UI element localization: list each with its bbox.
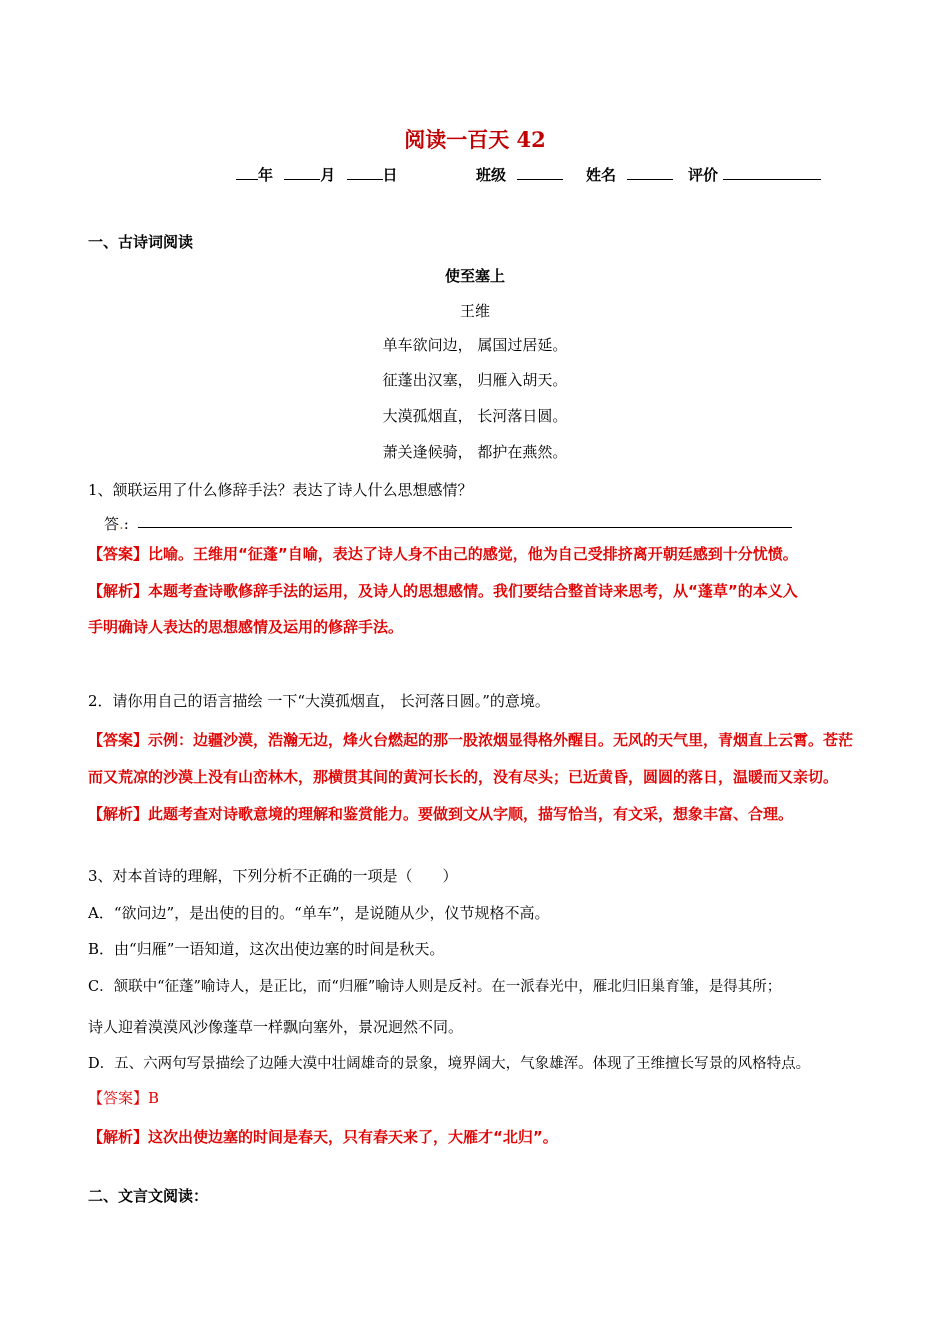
question-1: 1、颔联运用了什么修辞手法？表达了诗人什么思想感情？	[88, 481, 473, 499]
poem-line: 征蓬出汉塞， 归雁入胡天。	[382, 371, 568, 389]
day-label: 日	[382, 166, 398, 184]
poem-title: 使至塞上	[444, 267, 505, 285]
q2-answer-cont: 而又荒凉的沙漠上没有山峦林木，那横贯其间的黄河长长的，没有尽头；已近黄昏，圆圆的落日，温暖而又亲切。	[88, 768, 839, 786]
q3-analysis: 【解析】这次出使边塞的时间是春天，只有春天来了，大雁才“北归”。	[88, 1128, 558, 1146]
poem-line: 单车欲问边， 属国过居延。	[382, 336, 568, 354]
option-b: B．由“归雁”一语知道，这次出使边塞的时间是秋天。	[88, 940, 445, 958]
date-line	[236, 164, 398, 185]
name-label: 姓名	[586, 166, 617, 184]
name-field	[586, 164, 673, 185]
q1-analysis-cont: 手明确诗人表达的思想感情及运用的修辞手法。	[88, 618, 404, 636]
class-blank[interactable]	[517, 165, 563, 180]
answer-blank-line[interactable]	[138, 527, 792, 528]
rating-blank[interactable]	[723, 165, 821, 180]
month-blank[interactable]	[284, 165, 320, 180]
year-blank[interactable]	[236, 165, 258, 180]
day-blank[interactable]	[347, 165, 383, 180]
poem-author: 王维	[459, 302, 490, 320]
class-label: 班级	[476, 166, 507, 184]
q2-answer: 【答案】示例：边疆沙漠，浩瀚无边，烽火台燃起的那一股浓烟显得格外醒目。无风的天气里，青烟直上云霄。苍茫	[88, 731, 854, 749]
month-label: 月	[320, 166, 336, 184]
q2-analysis: 【解析】此题考查对诗歌意境的理解和鉴赏能力。要做到文从字顺，描写恰当，有文采，想象丰富、合理。	[88, 805, 794, 823]
poem-line: 萧关逢候骑， 都护在燕然。	[382, 443, 568, 461]
rating-label: 评价	[688, 166, 719, 184]
class-field	[476, 164, 563, 185]
poem-line: 大漠孤烟直， 长河落日圆。	[382, 407, 568, 425]
option-c-cont: 诗人迎着漠漠风沙像蓬草一样飘向塞外，景况迥然不同。	[88, 1018, 464, 1036]
option-a: A．“欲问边”，是出使的目的。“单车”，是说随从少，仪节规格不高。	[88, 904, 550, 922]
option-d: D．五、六两句写景描绘了边陲大漠中壮阔雄奇的景象，境界阔大，气象雄浑。体现了王维擅长写景的风格特点。	[88, 1056, 811, 1072]
rating-field	[688, 164, 821, 185]
q1-answer: 【答案】比喻。王维用“征蓬”自喻，表达了诗人身不由己的感觉，他为自己受排挤离开朝廷感到十分忧愤。	[88, 545, 798, 563]
question-3: 3、对本首诗的理解，下列分析不正确的一项是（ ）	[88, 867, 458, 885]
page-title: 阅读一百天 42	[404, 127, 546, 152]
answer-prefix: 答.:	[104, 515, 129, 533]
name-blank[interactable]	[627, 165, 673, 180]
section-heading-poetry: 一、古诗词阅读	[88, 233, 194, 251]
section-heading-classical: 二、文言文阅读：	[88, 1187, 209, 1205]
option-c: C．颔联中“征蓬”喻诗人，是正比，而“归雁”喻诗人则是反衬。在一派春光中，雁北归旧巢育雏，是得其所；	[88, 979, 782, 995]
question-2: 2．请你用自己的语言描绘 一下“大漠孤烟直， 长河落日圆。”的意境。	[88, 692, 550, 710]
q3-answer: 【答案】B	[88, 1089, 160, 1107]
q1-analysis: 【解析】本题考查诗歌修辞手法的运用，及诗人的思想感情。我们要结合整首诗来思考，从“蓬草”的本义入	[88, 582, 798, 600]
year-label: 年	[258, 166, 274, 184]
